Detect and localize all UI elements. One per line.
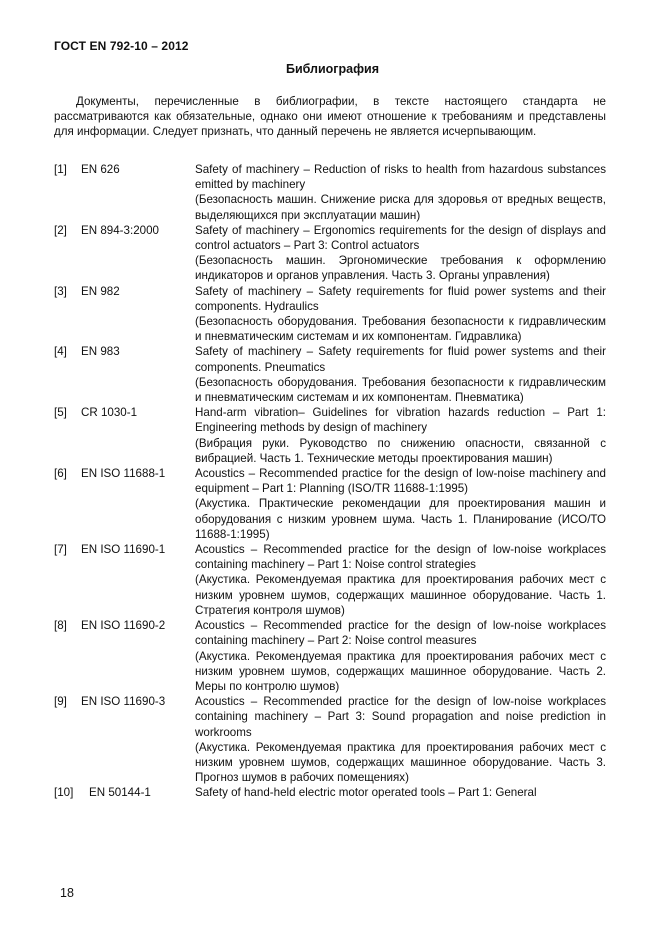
reference-title-en: Safety of machinery – Ergonomics requirements for the design of displays and control actuators – Part 3: Control actuators <box>195 223 606 253</box>
reference-item <box>54 466 606 542</box>
reference-code: CR 1030-1 <box>81 406 138 420</box>
intro-paragraph: Документы, перечисленные в библиографии, в тексте настоящего стандарта не рассматриваются как обязательные, однако они имеют отношение к требованиям и представлены для информации. Следует признать, что данный перечень не является исчерпывающим. <box>54 95 606 139</box>
reference-text <box>195 223 606 284</box>
reference-title-ru: (Безопасность машин. Снижение риска для здоровья от вредных веществ, выделяющихся при эксплуатации машин) <box>195 193 606 222</box>
reference-code: EN 983 <box>81 345 120 359</box>
reference-item <box>54 694 606 785</box>
reference-code: EN ISO 11688-1 <box>81 467 166 481</box>
reference-title-en: Acoustics – Recommended practice for the design of low-noise machinery and equipment – Part 1: Planning (ISO/TR 11688-1:1995) <box>195 467 606 496</box>
reference-title-en: Acoustics – Recommended practice for the design of low-noise workplaces containing machinery – Part 3: Sound propagation and noise prediction in workrooms <box>195 695 606 739</box>
reference-text <box>195 284 606 345</box>
reference-title-ru: (Вибрация руки. Руководство по снижению опасности, связанной с вибрацией. Часть 1. Технические методы проектирования машин) <box>195 436 606 465</box>
reference-code: EN 50144-1 <box>89 786 151 800</box>
reference-number: [2] <box>54 223 67 237</box>
document-header: ГОСТ EN 792-10 – 2012 <box>54 39 189 53</box>
reference-text <box>195 785 606 800</box>
reference-item <box>54 785 606 800</box>
reference-number: [5] <box>54 406 67 420</box>
reference-number: [6] <box>54 467 67 481</box>
reference-title-ru: (Акустика. Рекомендуемая практика для проектирования рабочих мест с низким уровнем шумов, содержащих машинное оборудование. Часть 3. Прогноз шумов в рабочих помещениях) <box>195 740 606 785</box>
reference-number: [4] <box>54 345 67 359</box>
reference-title-ru: (Акустика. Рекомендуемая практика для проектирования рабочих мест с низким уровнем шумов, содержащих машинное оборудование. Часть 1. Стратегия контроля шумов) <box>195 573 606 617</box>
reference-text <box>195 694 606 785</box>
reference-number: [1] <box>54 163 67 176</box>
reference-code: EN ISO 11690-1 <box>81 543 166 557</box>
reference-title-ru: (Безопасность машин. Эргономические требования к оформлению индикаторов и органов управления. Часть 3. Органы управления) <box>195 254 606 283</box>
reference-text <box>195 466 606 542</box>
reference-list <box>54 162 606 801</box>
reference-code: EN 982 <box>81 284 120 298</box>
reference-item <box>54 344 606 405</box>
reference-text <box>195 162 606 223</box>
reference-item <box>54 405 606 466</box>
reference-code: EN ISO 11690-2 <box>81 619 166 633</box>
reference-title-en: Hand-arm vibration– Guidelines for vibration hazards reduction – Part 1: Engineering methods by design of machinery <box>195 406 606 435</box>
page-number: 18 <box>60 886 74 900</box>
reference-number: [3] <box>54 284 67 298</box>
reference-text <box>195 618 606 694</box>
reference-code: EN ISO 11690-3 <box>81 695 166 709</box>
reference-title-en: Acoustics – Recommended practice for the design of low-noise workplaces containing machinery – Part 1: Noise control strategies <box>195 543 606 572</box>
section-title <box>0 62 661 76</box>
reference-item <box>54 162 606 223</box>
reference-title-en: Acoustics – Recommended practice for the design of low-noise workplaces containing machinery – Part 2: Noise control measures <box>195 619 606 648</box>
reference-item <box>54 618 606 694</box>
reference-text <box>195 542 606 618</box>
reference-title-en: Safety of machinery – Reduction of risks to health from hazardous substances emitted by machinery <box>195 163 606 192</box>
reference-title-ru: (Акустика. Рекомендуемая практика для проектирования рабочих мест с низким уровнем шумов, содержащих машинное оборудование. Часть 2. Меры по контролю шумов) <box>195 649 606 693</box>
reference-code: EN 894-3:2000 <box>81 223 159 237</box>
reference-title-ru: (Акустика. Практические рекомендации для проектирования машин и оборудования с низким уровнем шума. Часть 1. Планирование (ИСО/ТО 11688-1:1995) <box>195 497 606 541</box>
reference-text <box>195 405 606 466</box>
reference-title-en: Safety of hand-held electric motor operated tools – Part 1: General <box>195 786 537 800</box>
reference-number: [7] <box>54 543 67 557</box>
reference-item <box>54 542 606 618</box>
reference-item <box>54 284 606 345</box>
reference-title-ru: (Безопасность оборудования. Требования безопасности к гидравлическим и пневматическим системам и их компонентам. Гидравлика) <box>195 315 606 344</box>
reference-title-ru: (Безопасность оборудования. Требования безопасности к гидравлическим и пневматическим системам и их компонентам. Пневматика) <box>195 375 606 405</box>
reference-title-en: Safety of machinery – Safety requirements for fluid power systems and their components. Hydraulics <box>195 284 606 313</box>
reference-text <box>195 344 606 405</box>
reference-number: [8] <box>54 619 67 633</box>
reference-number: [10] <box>54 786 74 800</box>
reference-number: [9] <box>54 695 67 709</box>
reference-item <box>54 223 606 284</box>
reference-title-en: Safety of machinery – Safety requirements for fluid power systems and their components. Pneumatics <box>195 345 606 374</box>
reference-code: EN 626 <box>81 163 120 176</box>
bibliography-heading: Библиография <box>285 62 380 76</box>
